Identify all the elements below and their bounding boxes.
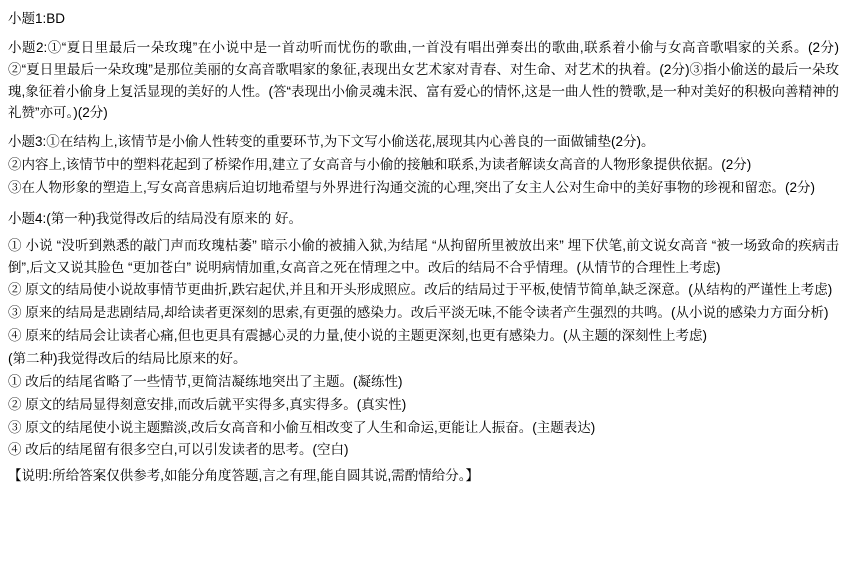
question-4-line-1: 小题4:(第一种)我觉得改后的结局没有原来的 好。 [8, 210, 303, 226]
spacer [8, 201, 839, 208]
question-4-option-1: ① 小说 “没听到熟悉的敲门声而玫瑰枯萎” 暗示小偷的被捕入狱,为结尾 “从拘留所里被放出来” 埋下伏笔,前文说女高音 “被一场致命的疾病击倒”,后文又说其脸色 “更加苍白” 说明病情加重,女高音之死在情理之中。改后的结局不合乎情理。(从情节的合理性上考虑) [8, 237, 839, 275]
question-4-option-3: ③ 原来的结局是悲剧结局,却给读者更深刻的思索,有更强的感染力。改后平淡无味,不能令读者产生强烈的共鸣。(从小说的感染力方面分析) [8, 305, 829, 321]
question-4-alt-option-2: ② 原文的结局显得刻意安排,而改后就平实得多,真实得多。(真实性) [8, 396, 407, 412]
question-4-option-4: ④ 原来的结局会让读者心痛,但也更具有震撼心灵的力量,使小说的主题更深刻,也更有感染力。(从主题的深刻性上考虑) [8, 328, 707, 344]
question-2-line-1: 小题2:①“夏日里最后一朵玫瑰”在小说中是一首动听而忧伤的歌曲,一首没有唱出弹奏出的歌曲,联系着小偷与女高音歌唱家的关系。(2分)②“夏日里最后一朵玫瑰”是那位美丽的女高音歌唱家的象征,表现出女艺术家对青春、对生命、对艺术的执着。(2分)③指小偷送的最后一朵玫瑰,象征着小偷身上复活显现的美好的人性。(答“表现出小偷灵魂未泯、富有爱心的情怀,这是一曲人性的赞歌,是一种对美好的积极向善精神的礼赞”亦可。)(2分) [8, 39, 839, 121]
question-3-block [8, 131, 839, 199]
question-4-alt-option-4: ④ 改后的结尾留有很多空白,可以引发读者的思考。(空白) [8, 442, 349, 458]
question-2-block [8, 37, 839, 124]
question-1-block [8, 8, 839, 30]
question-4-alternative-heading: (第二种)我觉得改后的结局比原来的好。 [8, 351, 247, 367]
scoring-note-block [8, 465, 839, 487]
question-3-line-1: 小题3:①在结构上,该情节是小偷人性转变的重要环节,为下文写小偷送花,展现其内心善良的一面做铺垫(2分)。 [8, 134, 655, 150]
question-3-line-2: ②内容上,该情节中的塑料花起到了桥梁作用,建立了女高音与小偷的接触和联系,为读者解读女高音的人物形象提供依据。(2分) [8, 157, 752, 173]
question-4-alt-option-1: ① 改后的结尾省略了一些情节,更简洁凝练地突出了主题。(凝练性) [8, 373, 403, 389]
question-4-block [8, 208, 839, 461]
question-4-option-2: ② 原文的结局使小说故事情节更曲折,跌宕起伏,并且和开头形成照应。改后的结局过于平板,使情节简单,缺乏深意。(从结构的严谨性上考虑) [8, 282, 833, 298]
question-4-alt-option-3: ③ 原文的结尾使小说主题黯淡,改后女高音和小偷互相改变了人生和命运,更能让人振奋。(主题表达) [8, 419, 596, 435]
scoring-note-line: 【说明:所给答案仅供参考,如能分角度答题,言之有理,能自圆其说,需酌情给分。】 [8, 468, 480, 484]
question-3-line-3: ③在人物形象的塑造上,写女高音患病后迫切地希望与外界进行沟通交流的心理,突出了女主人公对生命中的美好事物的珍视和留恋。(2分) [8, 180, 815, 196]
question-1-line-1: 小题1:BD [8, 11, 66, 26]
